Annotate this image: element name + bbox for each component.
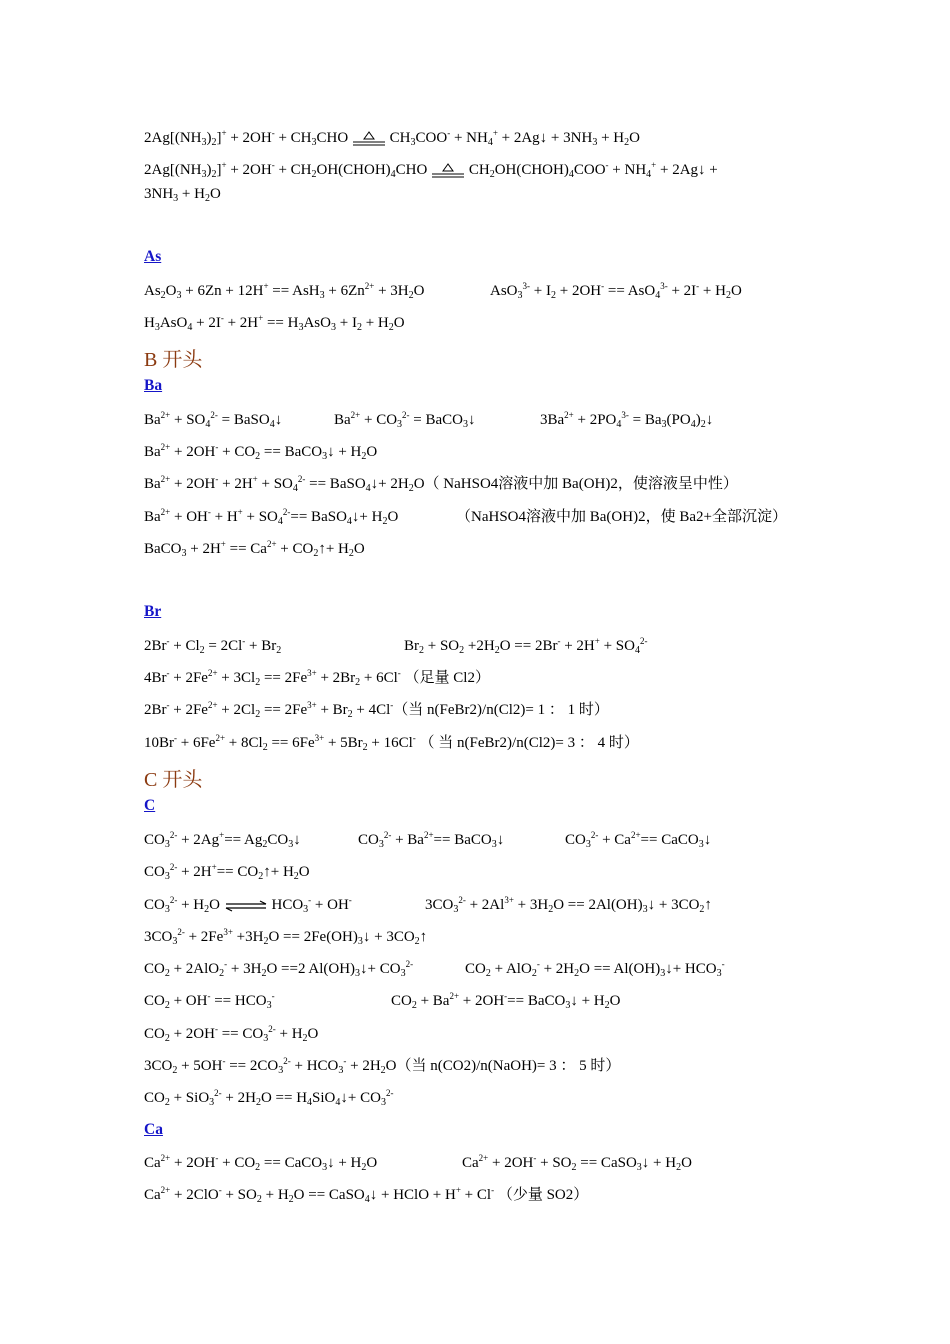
heat-arrow-icon — [352, 130, 386, 148]
equation-ag-2: $2Ag[(NH_3)_2]^+ + 2OH^-$ + $CH_2OH(CHOH)_4CHO$ $CH_2OH(CHOH)_4COO^- + NH_4^+$ + 2Ag↓ + — [144, 160, 718, 180]
equation-c-2: $CO_3^{2-} + 2H^+==$ $CO_2↑+ H_2O$ — [144, 862, 310, 882]
link-c[interactable]: C — [144, 797, 156, 814]
equation-c-4: $3CO_3^{2-} + 2Fe^{3+} +3H_2O$ == $2Fe(OH)_3↓$ + $3CO_2↑$ — [144, 927, 428, 947]
equation-ag-1: $2Ag[(NH_3)_2]^+ + 2OH^- + CH_3CHO$ $CH_3COO^- + NH_4^+$ + 2Ag↓ + $3NH_3 + H_2O$ — [144, 128, 640, 148]
note-c-8: （当 n(CO2)/n(NaOH)= 3 ： 5 时） — [396, 1058, 621, 1074]
equation-as-2: $H_3AsO_4 + 2I^- + 2H^+ == H_3AsO_3 + I_2 + H_2O$ — [144, 313, 405, 333]
equation-c-7: $CO_2 + 2OH^- == CO_3^{2-} + H_2O$ — [144, 1024, 319, 1044]
equation-ba-2: $Ba^{2+} + 2OH^- + CO_2$ == BaCO$_3$↓ + $H_2O$ — [144, 442, 378, 462]
equation-br-4: $10Br^- + 6Fe^{2+} + 8Cl_2 == 6Fe^{3+} + 5Br_2 + 16Cl^-$ （ 当 n(FeBr2)/n(Cl2)= 3 ： 4 时） — [144, 733, 639, 753]
link-br[interactable]: Br — [144, 603, 162, 620]
link-ba[interactable]: Ba — [144, 377, 163, 394]
equation-ba-5: BaCO$_3$ + $2H^+ == Ca^{2+}$ + $CO_2↑+ H_2O$ — [144, 539, 365, 559]
note-ba-4: （NaHSO4溶液中加 Ba(OH)2，使 Ba2+全部沉淀） — [456, 509, 787, 525]
equation-c-8: $3CO_2 + 5OH^- == 2CO_3^{2-} + HCO_3^- + 2H_2O$（当 n(CO2)/n(NaOH)= 3 ： 5 时） — [144, 1056, 621, 1076]
equation-c-9: $CO_2 + SiO_3^{2-} + 2H_2O$ == $H_4SiO_4↓+ CO_3^{2-}$ — [144, 1088, 394, 1108]
equation-br-3: $2Br^- + 2Fe^{2+} + 2Cl_2 == 2Fe^{3+} + Br_2 + 4Cl^-$（当 n(FeBr2)/n(Cl2)= 1 ： 1 时） — [144, 700, 609, 720]
equilibrium-arrow-icon — [224, 900, 268, 912]
equation-ba-3: $Ba^{2+} + 2OH^- + 2H^+ + SO_4^{2-}$ == BaSO$_4$↓+ $2H_2O$（ NaHSO4溶液中加 Ba(OH)2，使溶液呈中性） — [144, 474, 738, 494]
heat-arrow-icon — [431, 162, 465, 180]
heading-b: B 开头 — [144, 349, 203, 371]
equation-ca-2: $Ca^{2+} + 2ClO^- + SO_2 + H_2O$ == CaSO$_4$↓ + HClO + H+ + Cl- （少量 SO2） — [144, 1185, 589, 1205]
note-br-2: （足量 Cl2） — [404, 670, 490, 686]
note-ca-2: （少量 SO2） — [497, 1187, 589, 1203]
link-as[interactable]: As — [144, 248, 162, 265]
equation-ag-2-cont: $3NH_3 + H_2O$ — [144, 186, 221, 204]
equation-br-2: $4Br^- + 2Fe^{2+} + 3Cl_2 == 2Fe^{3+} + 2Br_2 + 6Cl^-$ （足量 Cl2） — [144, 668, 490, 688]
note-br-3: （当 n(FeBr2)/n(Cl2)= 1 ： 1 时） — [393, 702, 609, 718]
link-ca[interactable]: Ca — [144, 1121, 163, 1138]
note-ba-3: （ NaHSO4溶液中加 Ba(OH)2，使溶液呈中性） — [424, 476, 738, 492]
heading-c: C 开头 — [144, 769, 203, 791]
note-br-4: （ 当 n(FeBr2)/n(Cl2)= 3 ： 4 时） — [419, 735, 639, 751]
